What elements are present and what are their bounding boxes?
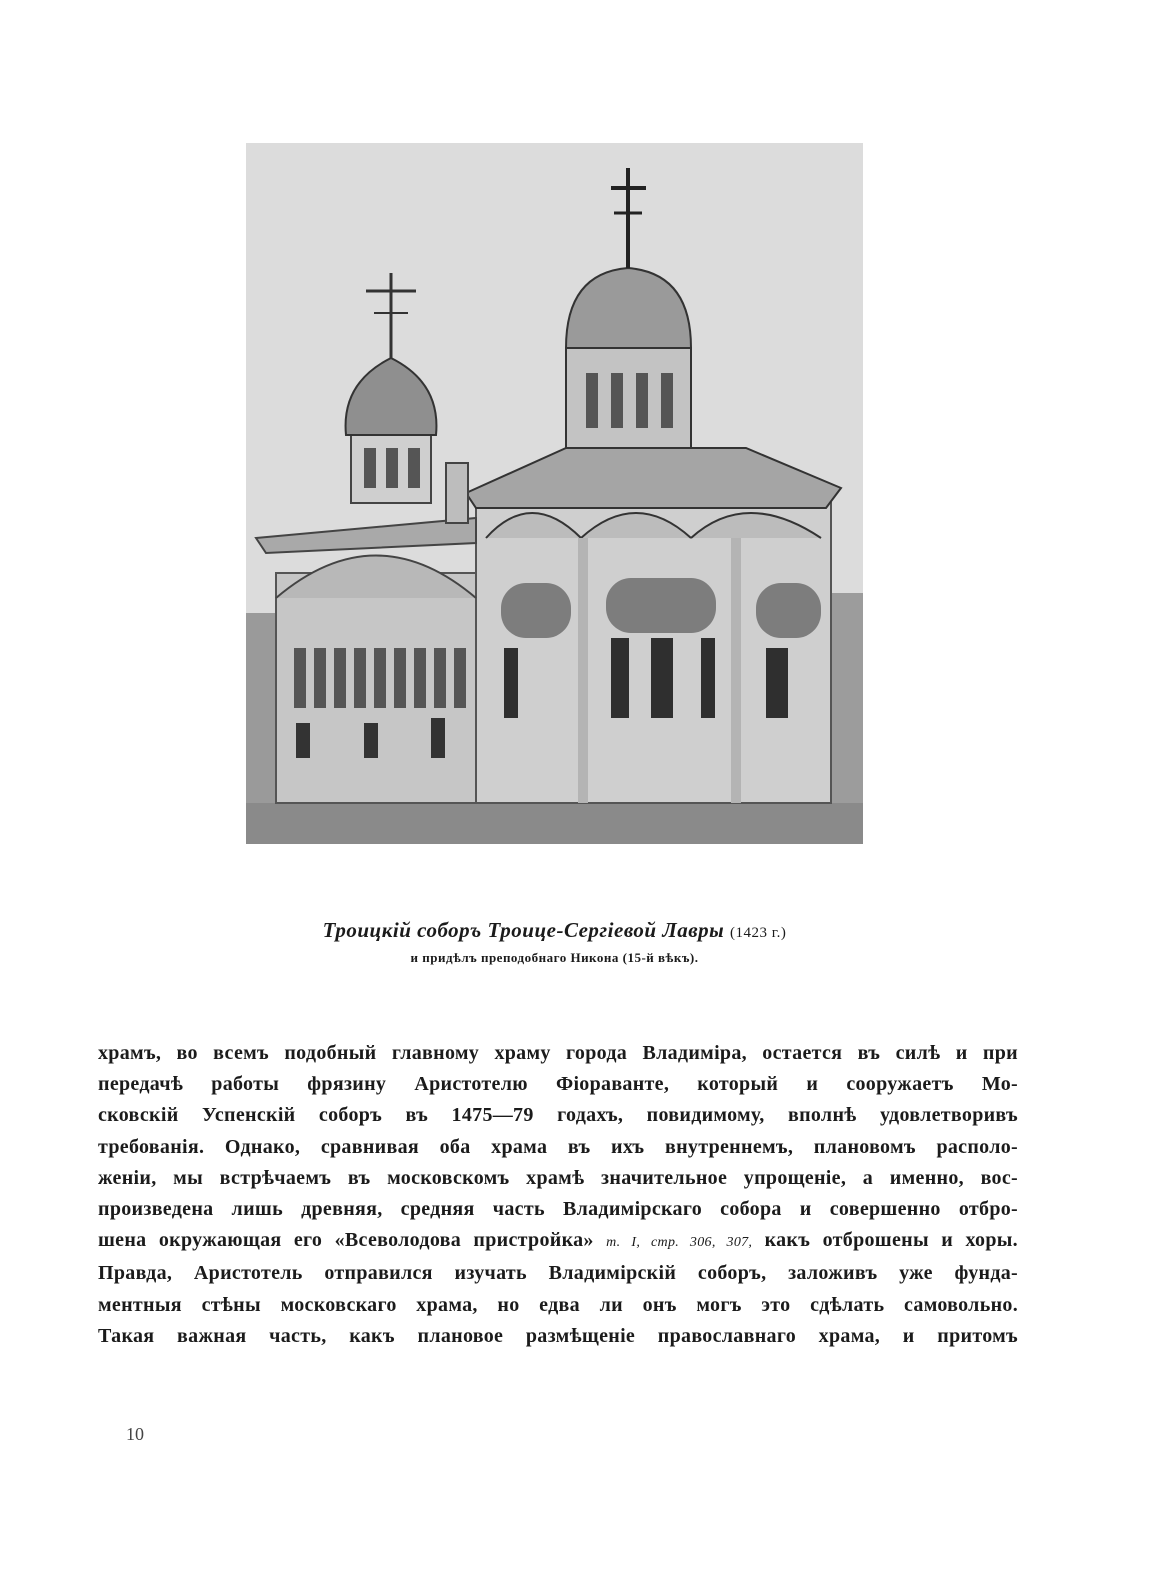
text-line: сковскій Успенскій соборъ въ 1475—79 годахъ, повидимому, вполнѣ удовлетворивъ — [98, 1104, 1018, 1127]
text-line: храмъ, во всемъ подобный главному храму города Владиміра, остается въ силѣ и при — [98, 1042, 1018, 1064]
cathedral-illustration — [246, 143, 863, 844]
caption-title: Троицкій соборъ Троице-Сергіевой Лавры — [322, 918, 725, 942]
body-text — [98, 1038, 1018, 1352]
text-line-with-reference — [98, 1225, 1018, 1258]
text-line: требованія. Однако, сравнивая оба храма въ ихъ внутреннемъ, плановомъ располо- — [98, 1135, 1018, 1158]
text-line: Такая важная часть, какъ плановое размѣщеніе православнаго храма, и притомъ — [98, 1324, 1018, 1347]
text-line: передачѣ работы фрязину Аристотелю Фіораванте, который и сооружаетъ Мо- — [98, 1073, 1018, 1096]
volume-reference: т. I, стр. 306, 307, — [606, 1235, 753, 1251]
text-segment: шена окружающая его «Всеволодова пристройка» — [98, 1229, 594, 1252]
text-line: произведена лишь древняя, средняя часть Владимірскаго собора и совершенно отбро- — [98, 1198, 1018, 1221]
caption-subtitle: и придѣлъ преподобнаго Никона (15-й вѣкъ). — [410, 950, 699, 965]
cathedral-photo — [246, 143, 863, 844]
text-segment: какъ отброшены и хоры. — [764, 1229, 1018, 1252]
caption-title-line — [246, 916, 863, 947]
caption-date: (1423 г.) — [729, 925, 787, 941]
photo-caption — [246, 916, 863, 969]
text-line: женіи, мы встрѣчаемъ въ московскомъ храмѣ значительное упрощеніе, а именно, вос- — [98, 1166, 1018, 1189]
page-number: 10 — [126, 1424, 144, 1444]
text-line: ментныя стѣны московскаго храма, но едва ли онъ могъ это сдѣлать самовольно. — [98, 1293, 1018, 1316]
text-line: Правда, Аристотель отправился изучать Владимірскій соборъ, заложивъ уже фунда- — [98, 1262, 1018, 1285]
